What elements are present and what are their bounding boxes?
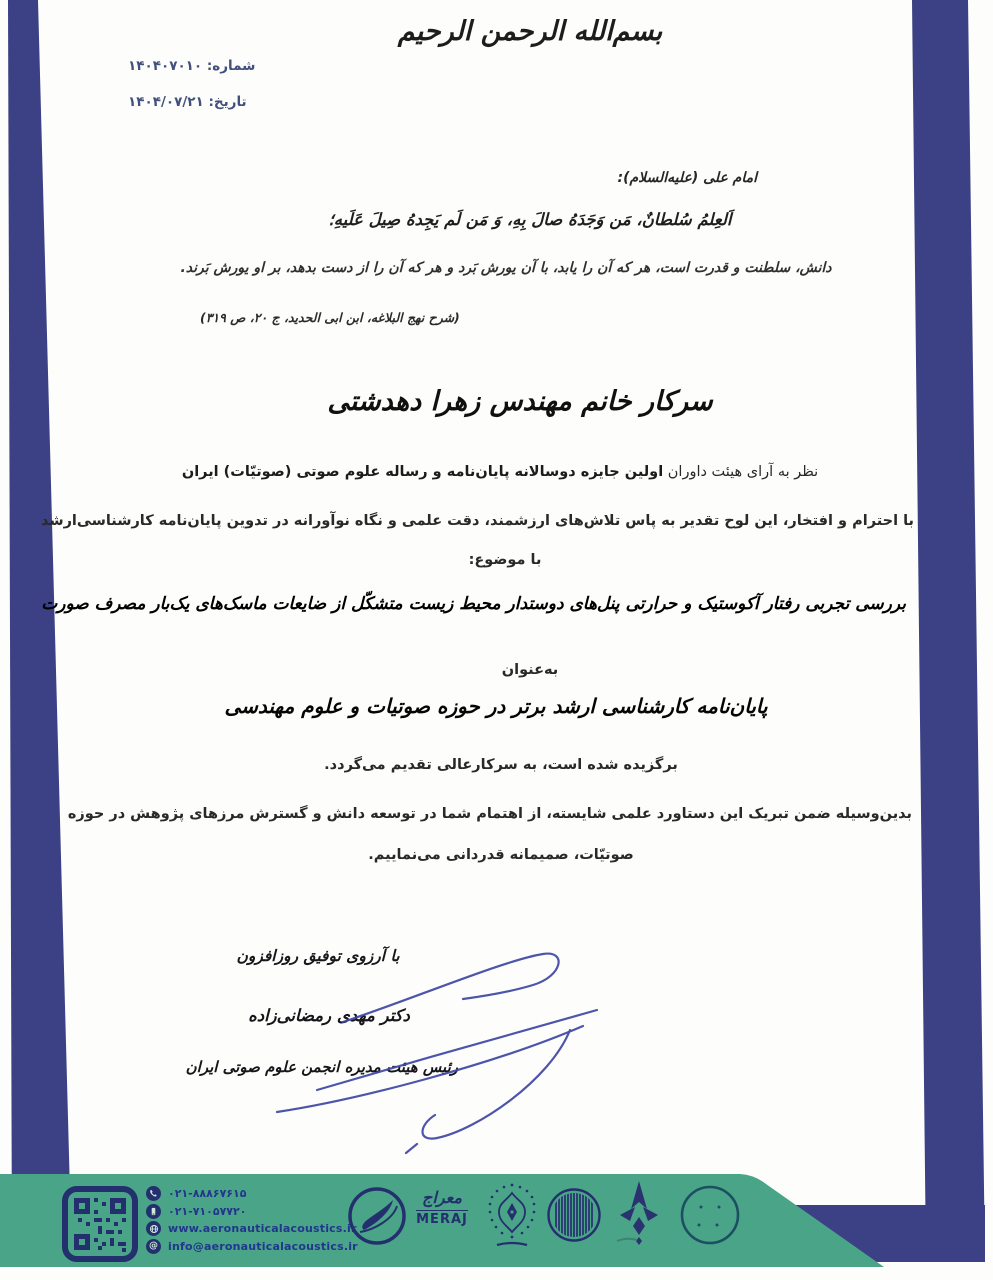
- signatory-name: دکتر مهدی رمضانی‌زاده: [248, 1006, 410, 1025]
- sound-grille-logo: [545, 1186, 603, 1244]
- closing-line-1: بدین‌وسیله ضمن تبریک این دستاورد علمی شایسته، از اهتمام شما در توسعه دانش و گسترش مرزهای پژوهش در حوزه: [67, 806, 912, 822]
- letter-number-value: ۱۴۰۴۰۷۰۱۰: [128, 58, 203, 74]
- email-icon: @: [146, 1239, 161, 1254]
- globe-icon: [146, 1221, 161, 1236]
- fax-icon: [146, 1204, 161, 1219]
- contact-block: [146, 1186, 358, 1254]
- right-border-bar: [912, 0, 985, 1262]
- award-title: پایان‌نامه کارشناسی ارشد برتر در حوزه صوتیات و علوم مهندسی: [224, 694, 768, 718]
- hadith-translation: دانش، سلطنت و قدرت است، هر که آن را یابد، با آن یورش بَرد و هر که آن را از دست بدهد، بر او یورش بَرند.: [180, 260, 832, 276]
- phone-icon: [146, 1186, 161, 1201]
- intro-regular: نظر به آرای هیئت داوران: [663, 464, 819, 480]
- letter-date-label: تاریخ:: [208, 94, 247, 110]
- letter-number-label: شماره:: [206, 58, 256, 74]
- signature-wish: با آرزوی توفیق روزافزون: [236, 947, 400, 965]
- website-url: www.aeronauticalacoustics.ir: [168, 1222, 357, 1236]
- acoustics-society-logo: [346, 1185, 408, 1247]
- aerospace-star-logo: [613, 1179, 665, 1247]
- phone-number-1: ۰۲۱-۸۸۸۶۷۶۱۵: [168, 1187, 247, 1201]
- letter-date-value: ۱۴۰۴/۰۷/۲۱: [128, 94, 204, 110]
- letter-date: [128, 94, 247, 110]
- phone-row-2: [146, 1204, 358, 1220]
- meraj-logo-en: MERAJ: [416, 1212, 468, 1227]
- hadith-arabic: اَلعِلمُ سُلطانٌ، مَن وَجَدَهُ صالَ بِهِ، وَ مَن لَم یَجِدهُ صِیلَ عَلَیهِ؛: [328, 210, 732, 229]
- meraj-logo-fa: معراج: [422, 1188, 462, 1207]
- thesis-title: بررسی تجربی رفتار آکوستیک و حرارتی پنل‌های دوستدار محیط زیست متشکّل از ضایعات ماسک‌های یک‌بار مصرف صورت: [41, 594, 906, 614]
- signatory-role: رئیس هیئت مدیره انجمن علوم صوتی ایران: [185, 1058, 458, 1076]
- left-border-bar: [8, 0, 72, 1267]
- appreciation-line: با احترام و افتخار، این لوح تقدیر به پاس تلاش‌های ارزشمند، دقت علمی و نگاه نوآورانه در تدوین پایان‌نامه کارشناسی‌ارشد: [40, 513, 914, 529]
- handwritten-signature: [265, 938, 635, 1173]
- intro-award-name: اولین جایزه دوسالانه پایان‌نامه و رساله علوم صوتی (صوتیّات) ایران: [181, 464, 664, 480]
- ornament-emblem-logo: [483, 1181, 541, 1251]
- subject-label: با موضوع:: [468, 552, 542, 568]
- bismillah-calligraphy: بسم‌الله الرحمن الرحیم: [397, 16, 663, 47]
- email-address: info@aeronauticalacoustics.ir: [168, 1239, 358, 1253]
- circle-seal-logo: [677, 1183, 743, 1247]
- hadith-attribution: امام علی (علیه‌السلام):: [617, 170, 757, 186]
- intro-line: [110, 464, 890, 480]
- recipient-name: سرکار خانم مهندس زهرا دهدشتی: [327, 386, 713, 417]
- closing-line-2: صوتیّات، صمیمانه قدردانی می‌نماییم.: [368, 847, 634, 863]
- selected-line: برگزیده شده است، به سرکارعالی تقدیم می‌گردد.: [324, 757, 678, 773]
- phone-number-2: ۰۲۱-۷۱۰۵۷۷۲۰: [168, 1204, 247, 1218]
- phone-row-1: [146, 1186, 358, 1202]
- meraj-logo: [406, 1188, 478, 1227]
- hadith-source: (شرح نهج البلاغه، ابن ابی الحدید، ج ۲۰، ص ۳۱۹): [200, 310, 460, 325]
- letter-number: [128, 58, 255, 74]
- email-row: [146, 1239, 358, 1255]
- qr-code: [62, 1186, 138, 1262]
- website-row: [146, 1221, 358, 1237]
- as-label: به‌عنوان: [501, 662, 559, 678]
